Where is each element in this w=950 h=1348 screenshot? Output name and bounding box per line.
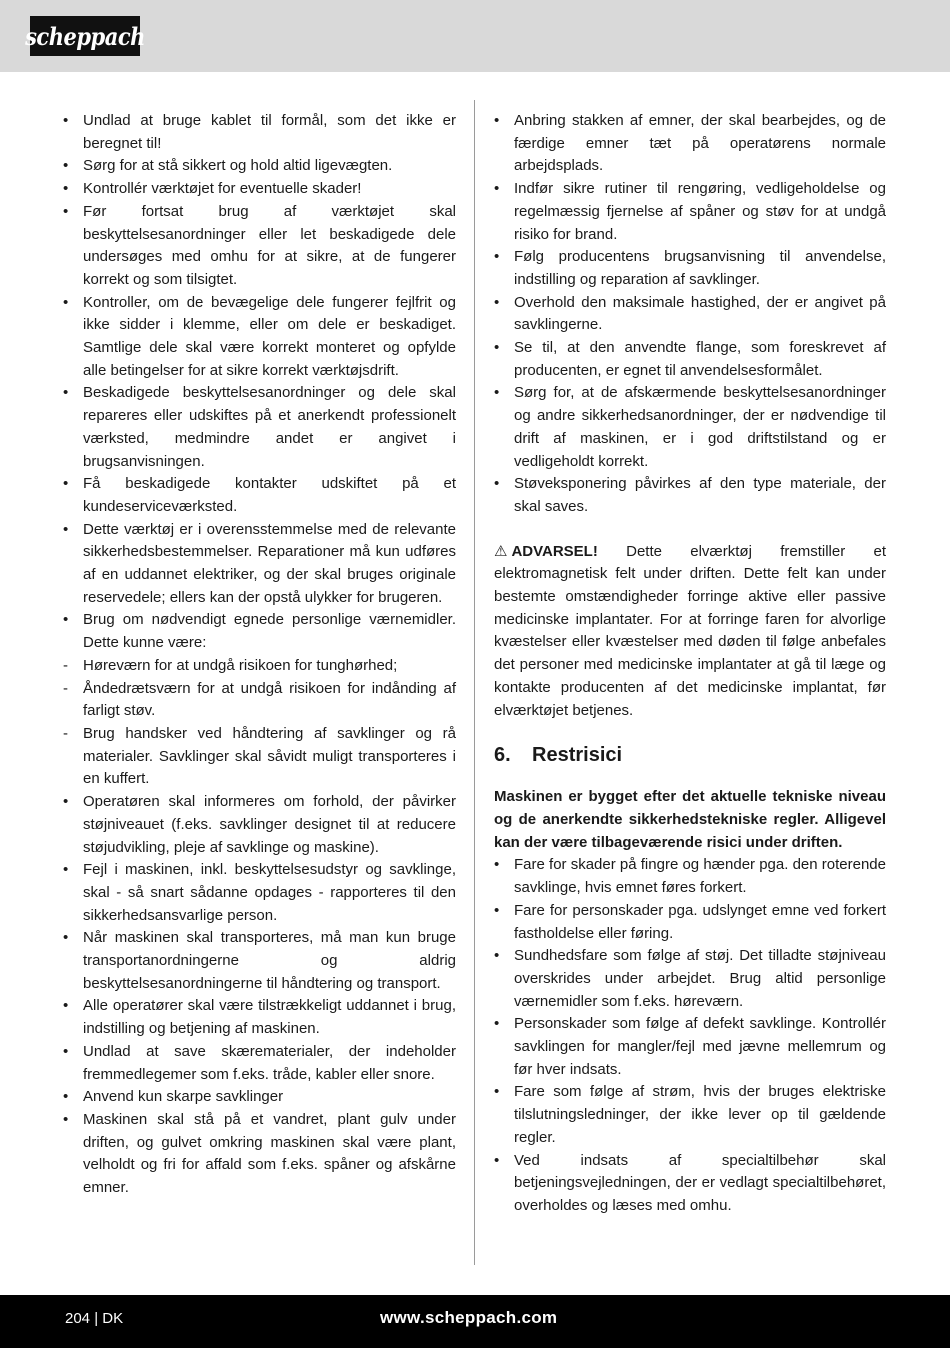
- column-divider: [474, 100, 475, 1265]
- risk-list: [494, 854, 886, 1217]
- right-column: [494, 110, 886, 1218]
- list-item: • Kontroller, om de bevægelige dele fungerer fejlfrit og ikke sidder i klemme, eller om dele er beskadiget. Samtlige dele skal være korrekt monteret og opfylde alle betingelser for at sikre korrekt værktøjsdrift.: [63, 292, 456, 383]
- list-item: • Beskadigede beskyttelsesanordninger og dele skal repareres eller udskiftes på et anerkendt professionelt værksted, medmindre andet er angivet i brugsanvisningen.: [63, 382, 456, 473]
- safety-list-right: [494, 110, 886, 519]
- list-item: • Støveksponering påvirkes af den type materiale, der skal saves.: [494, 473, 886, 518]
- list-item: • Alle operatører skal være tilstrækkeligt uddannet i brug, indstilling og betjening af maskinen.: [63, 995, 456, 1040]
- list-item: • Anvend kun skarpe savklinger: [63, 1086, 456, 1109]
- logo-text: scheppach: [25, 21, 145, 51]
- list-item: • Sundhedsfare som følge af støj. Det tilladte støjniveau overskrides under arbejdet. Brug altid personlige værnemidler som f.eks. høreværn.: [494, 945, 886, 1013]
- list-item: • Dette værktøj er i overensstemmelse med de relevante sikkerhedsbestemmelser. Reparationer må kun udføres af en uddannet elektriker, og der skal bruges originale reservedele; ellers kan der opstå ulykker for brugeren.: [63, 519, 456, 610]
- section-number: 6.: [494, 744, 511, 767]
- list-item: • Indfør sikre rutiner til rengøring, vedligeholdelse og regelmæssig fjernelse af spåner og støv for at undgå risiko for brand.: [494, 178, 886, 246]
- warning-text: Dette elværktøj fremstiller et elektromagnetisk felt under driften. Dette felt kan under bestemte omstændigheder forringe aktive eller passive medicinske implantater. For at forringe faren for alvorlige kvæstelser eller kvæstelser med døden til følge anbefales det personer med medicinske implantater at gå til læge og kontakte producenten af det medicinske implantat, før elværktøjet betjenes.: [494, 542, 886, 719]
- list-item: • Få beskadigede kontakter udskiftet på et kundeserviceværksted.: [63, 473, 456, 518]
- list-item: • Sørg for, at de afskærmende beskyttelsesanordninger og andre sikkerhedsanordninger, der er nødvendige til drift af maskinen, er i god driftstilstand og er vedligeholdt korrekt.: [494, 382, 886, 473]
- list-item: • Anbring stakken af emner, der skal bearbejdes, og de færdige emner tæt på operatørens normale arbejdsplads.: [494, 110, 886, 178]
- page-number: 204 | DK: [65, 1310, 124, 1327]
- page-header: [0, 0, 950, 72]
- ppe-text: Brug om nødvendigt egnede personlige værnemidler. Dette kunne være:: [83, 611, 456, 652]
- sub-item: - Brug handsker ved håndtering af savklinger og rå materialer. Savklinger skal såvidt muligt transporteres i en kuffert.: [63, 723, 456, 791]
- scheppach-logo: [25, 16, 145, 56]
- list-item: • Overhold den maksimale hastighed, der er angivet på savklingerne.: [494, 292, 886, 337]
- list-item: • Undlad at bruge kablet til formål, som det ikke er beregnet til!: [63, 110, 456, 155]
- list-item: • Fare som følge af strøm, hvis der bruges elektriske tilslutningsledninger, der ikke lever op til gældende regler.: [494, 1081, 886, 1149]
- list-item: • Før fortsat brug af værktøjet skal beskyttelsesanordninger eller let beskadigede dele undersøges med omhu for at sikre, at de fungerer korrekt og som tilsigtet.: [63, 201, 456, 292]
- section-intro: Maskinen er bygget efter det aktuelle tekniske niveau og de anerkendte sikkerhedstekniske regler. Alligevel kan der være tilbageværende risici under driften.: [494, 788, 886, 851]
- left-column: [63, 110, 456, 1200]
- section-heading: [494, 742, 886, 768]
- list-item: • Se til, at den anvendte flange, som foreskrevet af producenten, er egnet til anvendelsesformålet.: [494, 337, 886, 382]
- list-item: • Undlad at save skærematerialer, der indeholder fremmedlegemer som f.eks. tråde, kabler eller snore.: [63, 1041, 456, 1086]
- warning-label: ADVARSEL!: [511, 542, 598, 560]
- website-url: www.scheppach.com: [380, 1308, 558, 1327]
- list-item: • Operatøren skal informeres om forhold, der påvirker støjniveauet (f.eks. savklinger designet til at reducere støjudvikling, pleje af savklinge og maskine).: [63, 791, 456, 859]
- section-title: Restrisici: [532, 744, 623, 767]
- warning-icon: ⚠: [494, 542, 508, 560]
- list-item-ppe: [63, 609, 456, 791]
- list-item: • Sørg for at stå sikkert og hold altid ligevægten.: [63, 155, 456, 178]
- list-item: • Ved indsats af specialtilbehør skal betjeningsvejledningen, der er vedlagt specialtilbehøret, overholdes og læses med omhu.: [494, 1150, 886, 1218]
- list-item: • Når maskinen skal transporteres, må man kun bruge transportanordningerne og aldrig beskyttelsesanordningerne til håndtering og transport.: [63, 927, 456, 995]
- warning-paragraph: [494, 541, 886, 723]
- list-item: • Fare for skader på fingre og hænder pga. den roterende savklinge, hvis emnet føres forkert.: [494, 854, 886, 899]
- list-item: • Følg producentens brugsanvisning til anvendelse, indstilling og reparation af savklinger.: [494, 246, 886, 291]
- sub-item: - Åndedrætsværn for at undgå risikoen for indånding af farligt støv.: [63, 678, 456, 723]
- list-item: • Fare for personskader pga. udslynget emne ved forkert fastholdelse eller føring.: [494, 900, 886, 945]
- ppe-sublist: [63, 655, 456, 791]
- list-item: • Maskinen skal stå på et vandret, plant gulv under driften, og gulvet omkring maskinen skal være plant, velholdt og fri for affald som f.eks. spåner og afskårne emner.: [63, 1109, 456, 1200]
- sub-item: - Høreværn for at undgå risikoen for tunghørhed;: [63, 655, 456, 678]
- list-item: • Personskader som følge af defekt savklinge. Kontrollér savklingen for mangler/fejl med jævne mellemrum og før hver indsats.: [494, 1013, 886, 1081]
- list-item: • Kontrollér værktøjet for eventuelle skader!: [63, 178, 456, 201]
- list-item: • Fejl i maskinen, inkl. beskyttelsesudstyr og savklinge, skal - så snart sådanne opdages - rapporteres til den sikkerhedsansvarlige person.: [63, 859, 456, 927]
- page-footer: [0, 1295, 950, 1348]
- safety-list-left: [63, 110, 456, 1200]
